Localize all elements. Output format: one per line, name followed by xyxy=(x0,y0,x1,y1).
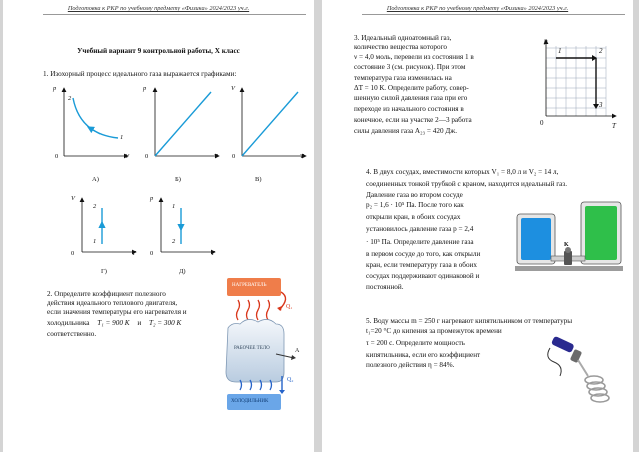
axis-label-t: T xyxy=(132,250,136,257)
header-text: Подготовка к РКР по учебному предмету «Физика» 2024/2023 уч.г. xyxy=(67,5,250,12)
point-label-1: 1 xyxy=(172,203,176,210)
cooler-label: ХОЛОДИЛЬНИК xyxy=(231,399,269,404)
working-body-label: РАБОЧЕЕ ТЕЛО xyxy=(234,346,270,351)
point-label-1: 1 xyxy=(93,238,97,245)
q4-line: · 10⁵ Па. Определите давление газа xyxy=(366,238,474,246)
question-5-line-4: кипятильника, если его коэффициент xyxy=(366,351,481,359)
question-5-line-2: t₁=20 °C до кипения за промежуток времени xyxy=(366,327,502,335)
question-5-line-1: 5. Воду массы m = 250 г нагревают кипятильником от температуры xyxy=(366,317,573,325)
q3-line: температура газа изменилась на xyxy=(354,74,452,82)
origin-label: 0 xyxy=(150,250,154,257)
question-5-line-5: полезного действия η = 84%. xyxy=(366,361,455,369)
axis-label-t: T xyxy=(300,153,304,160)
axis-label-p: p xyxy=(150,195,154,202)
axis-label-v: V xyxy=(231,85,235,92)
q2-and: и xyxy=(137,319,142,327)
page-header xyxy=(3,5,314,12)
graph-label-b: Б) xyxy=(175,176,181,183)
question-2-line-3: если значения температуры его нагревателя и xyxy=(47,308,187,316)
q3-line: количество вещества которого xyxy=(354,43,447,51)
question-3-graph xyxy=(538,38,618,128)
page-title: Учебный вариант 9 контрольной работы, X класс xyxy=(77,47,240,55)
two-vessels-diagram xyxy=(515,200,625,275)
question-2-line-4 xyxy=(47,319,181,328)
q3-line: состояние 3 (см. рисунок). При этом xyxy=(354,63,466,71)
state-label-1: 1 xyxy=(558,47,562,55)
question-5-line-3: τ = 200 с. Определите мощность xyxy=(366,339,465,347)
q3-line: конечное, если на участке 2—3 работа xyxy=(354,116,472,124)
valve-label: K xyxy=(564,242,569,248)
axis-label-v: V xyxy=(71,195,75,202)
origin-label: 0 xyxy=(145,153,149,160)
state-label-2: 2 xyxy=(599,47,603,55)
q2-cooler-word: холодильника xyxy=(47,319,90,327)
question-1-text: 1. Изохорный процесс идеального газа выражается графиками: xyxy=(43,70,237,78)
work-a-label: A xyxy=(295,348,300,354)
q3-line: ΔT = 10 К. Определите работу, совер- xyxy=(354,84,469,92)
right-page xyxy=(322,0,633,452)
heater-label: НАГРЕВАТЕЛЬ xyxy=(232,283,267,288)
q4-line: Давление газа во втором сосуде xyxy=(366,191,463,199)
axis-label-p: p xyxy=(544,37,548,45)
origin-label: 0 xyxy=(540,119,544,127)
graph-c xyxy=(236,86,316,166)
valve xyxy=(564,251,572,265)
q2-t2: T₂ = 300 К xyxy=(148,319,182,327)
graph-label-d: Г) xyxy=(101,268,107,275)
axis-label-p: p xyxy=(53,85,57,92)
point-label-2: 2 xyxy=(172,238,176,245)
q4-line: постоянной. xyxy=(366,283,404,291)
q4-line: кран, если температуру газа в обоих xyxy=(366,261,477,269)
vessel-2 xyxy=(585,206,617,260)
page-header xyxy=(322,5,633,12)
header-text: Подготовка к РКР по учебному предмету «Физика» 2024/2023 уч.г. xyxy=(386,5,569,12)
q4-line: открыли кран, в обоих сосудах xyxy=(366,213,461,221)
axis-label-t: T xyxy=(214,153,218,160)
point-label-2: 2 xyxy=(68,95,72,102)
question-4-line-1: 4. В двух сосудах, вместимости которых V₁ = 8,0 л и V₂ = 14 л, xyxy=(366,168,559,176)
q3-line: шенную силой давления газа при его xyxy=(354,94,468,102)
immersion-heater-image xyxy=(544,336,614,410)
q4-line: установилось давление газа p = 2,4 xyxy=(366,225,474,233)
axis-label-p: p xyxy=(143,85,147,92)
point-label-2: 2 xyxy=(93,203,97,210)
q3-line: 3. Идеальный одноатомный газ, xyxy=(354,34,452,42)
axis-label-v: V xyxy=(125,153,129,160)
question-2-line-1: 2. Определите коэффициент полезного xyxy=(47,290,166,298)
q4-line: p₂ = 1,6 · 10⁵ Па. После того как xyxy=(366,201,464,209)
origin-label: 0 xyxy=(55,153,59,160)
q3-line: ν = 4,0 моль, перевели из состояния 1 в xyxy=(354,53,474,61)
header-rule xyxy=(362,14,625,15)
q3-line: переходе из начального состояния в xyxy=(354,105,464,113)
q3-line: силы давления газа A₂₃ = 420 Дж. xyxy=(354,127,458,135)
state-label-3: 3 xyxy=(599,101,603,109)
graph-label-a: А) xyxy=(92,176,99,183)
graph-label-e: Д) xyxy=(179,268,186,275)
question-2-line-2: действия идеального теплового двигателя, xyxy=(47,299,178,307)
q4-line: сосудах поддерживают одинаковой и xyxy=(366,272,480,280)
origin-label: 0 xyxy=(71,250,75,257)
question-2-line-5: соответственно. xyxy=(47,330,97,338)
axis-label-t: T xyxy=(211,250,215,257)
question-4-line-2: соединенных тонкой трубкой с краном, находится идеальный газ. xyxy=(366,180,567,188)
point-label-1: 1 xyxy=(120,134,124,141)
left-page xyxy=(3,0,314,452)
vessel-1 xyxy=(521,218,551,260)
graph-label-c: В) xyxy=(255,176,262,183)
q4-line: в первом сосуде до того, как открыли xyxy=(366,250,481,258)
origin-label: 0 xyxy=(232,153,236,160)
axis-label-t: T xyxy=(612,122,616,130)
q1-label: Q₁ xyxy=(286,304,293,310)
header-rule xyxy=(43,14,306,15)
q2-label: Q₂ xyxy=(287,377,294,383)
q2-t1: T₁ = 900 К xyxy=(97,319,130,327)
graph-e xyxy=(155,196,219,260)
graph-d xyxy=(76,196,140,260)
